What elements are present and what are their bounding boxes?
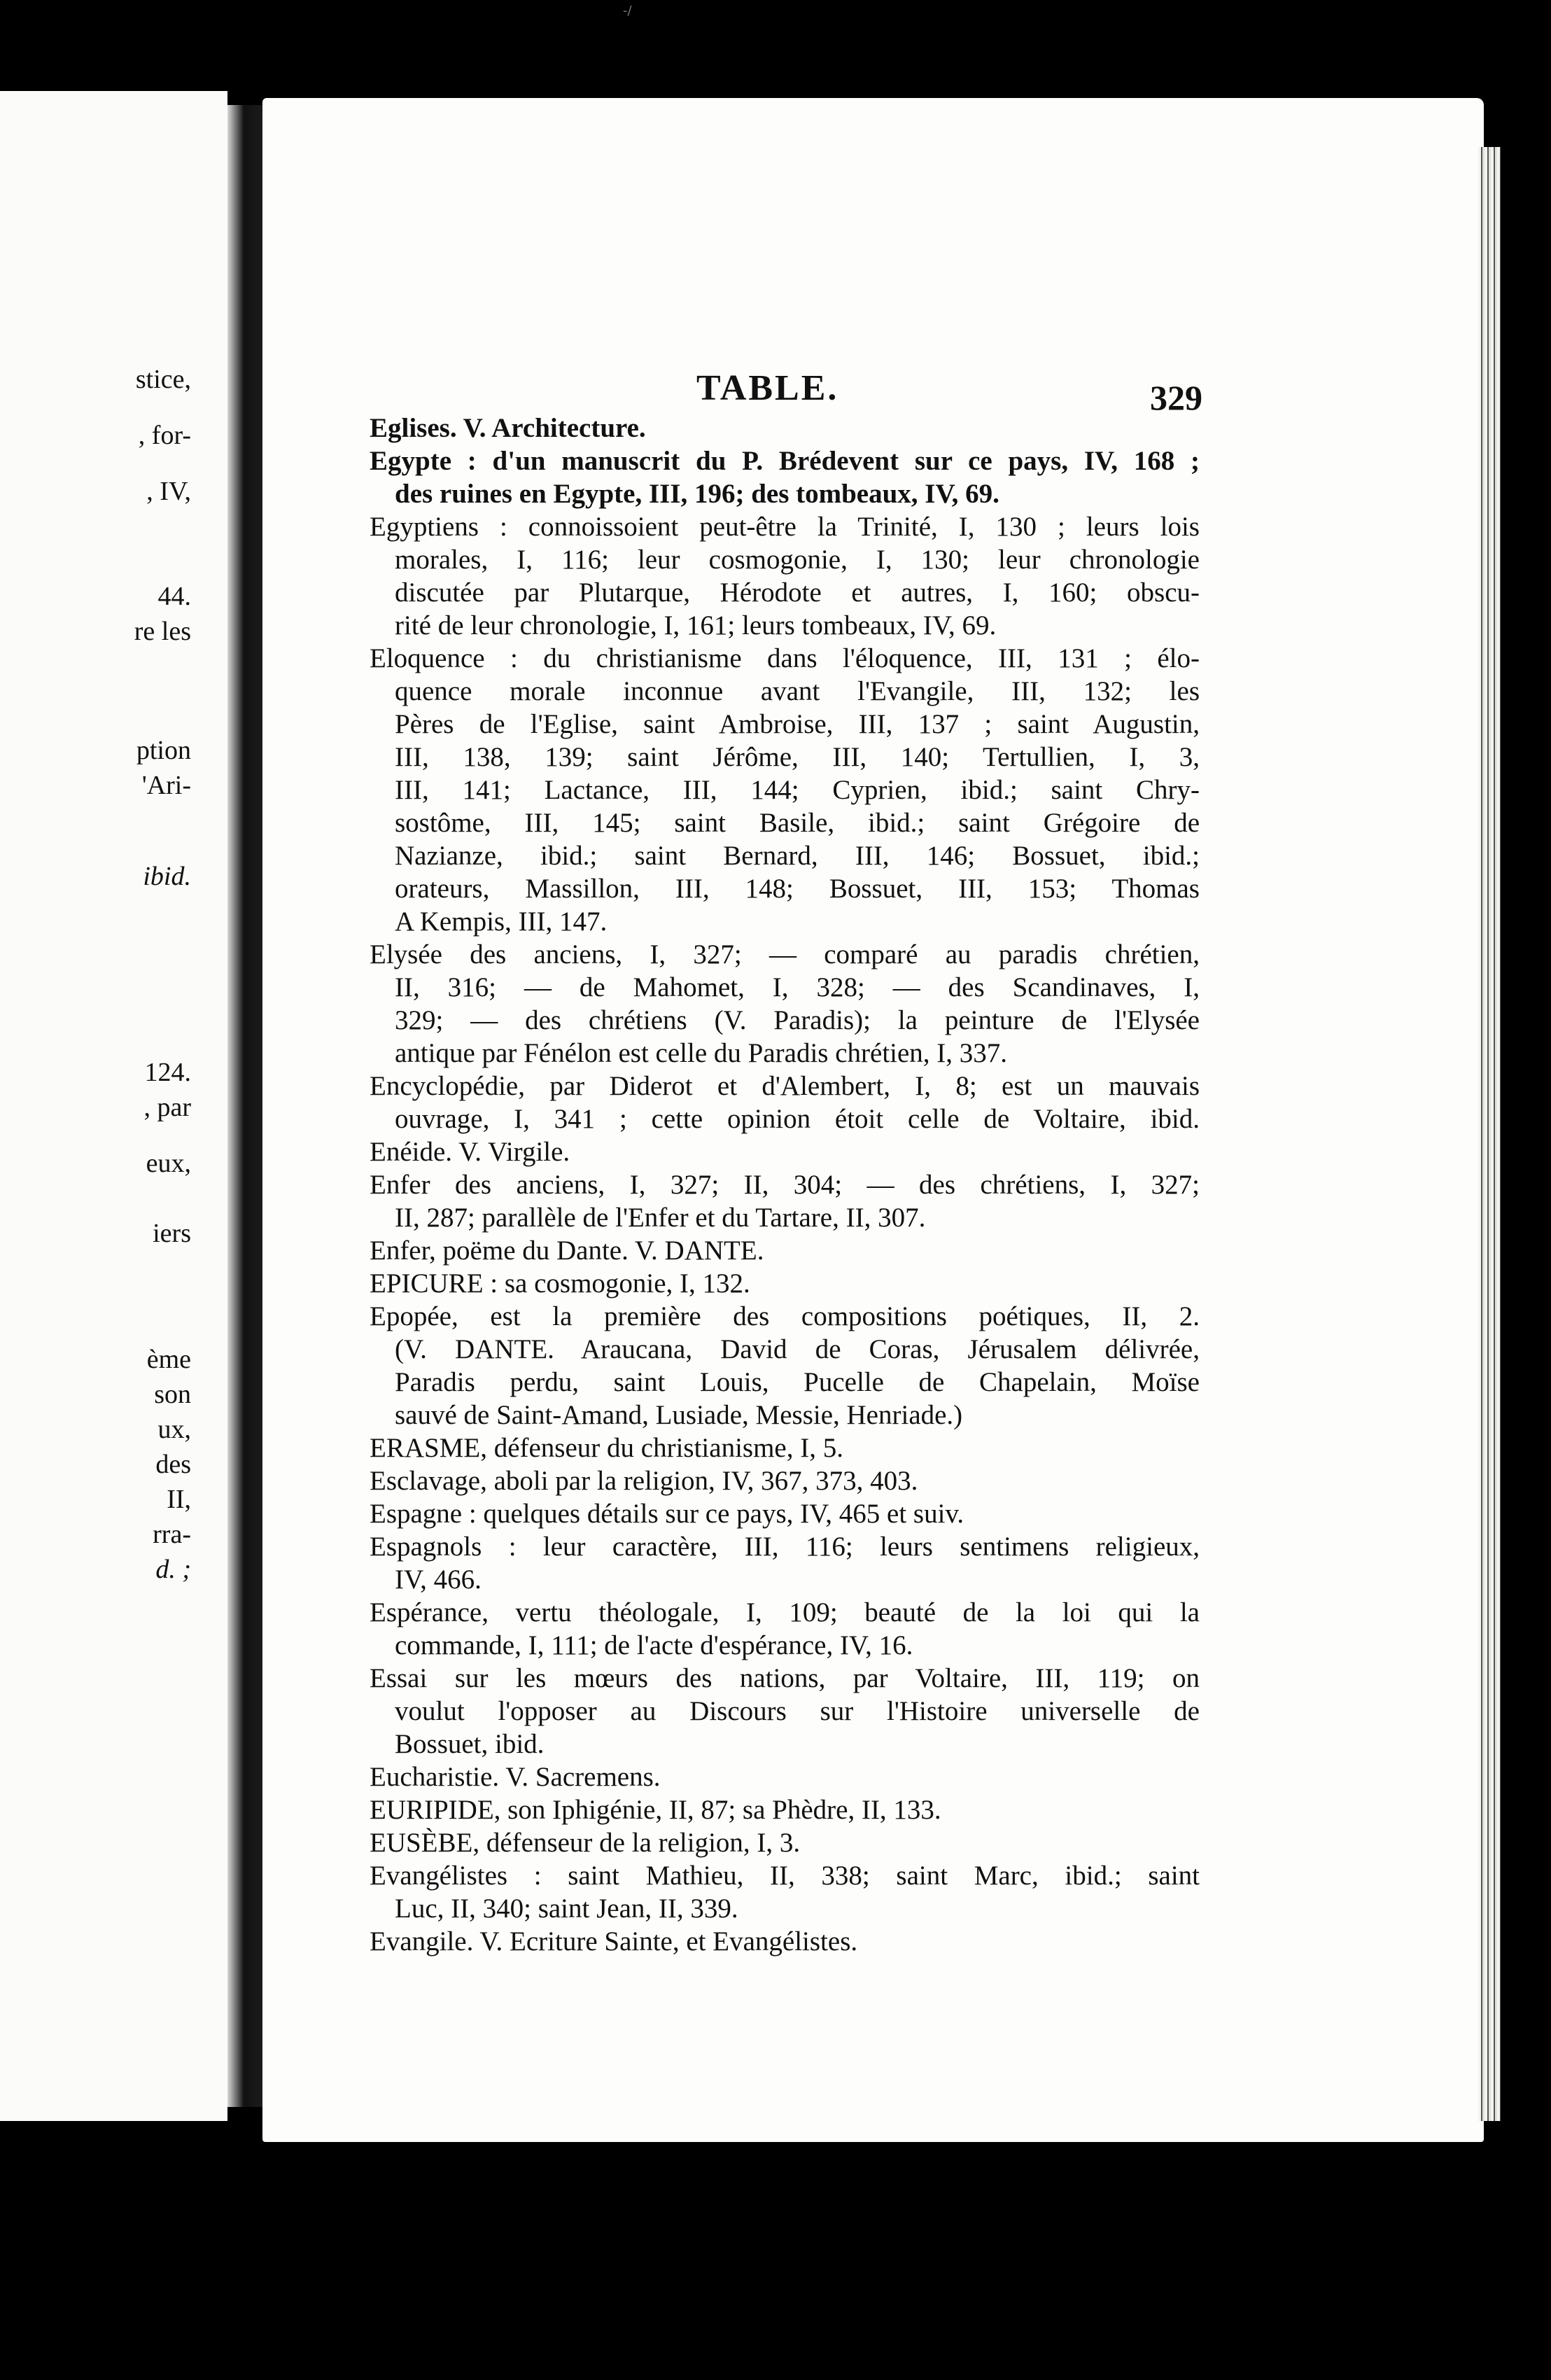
left-page-edge <box>0 91 227 2121</box>
left-page-fragment: iers <box>153 1219 191 1248</box>
index-entry: Eucharistie. V. Sacremens. <box>370 1762 661 1792</box>
index-entry-continuation: Bossuet, ibid. <box>395 1729 545 1759</box>
left-page-fragment: re les <box>134 617 191 646</box>
index-entry-continuation: A Kempis, III, 147. <box>395 906 608 937</box>
index-entry: Encyclopédie, par Diderot et d'Alembert, I, 8; est un mauvais <box>370 1071 1200 1101</box>
index-entry-continuation: ouvrage, I, 341 ; cette opinion étoit celle de Voltaire, ibid. <box>395 1104 1200 1134</box>
index-entry-continuation: Paradis perdu, saint Louis, Pucelle de Chapelain, Moïse <box>395 1367 1200 1397</box>
scan-mark: -/ <box>623 4 632 18</box>
left-page-fragment: 124. <box>144 1058 191 1087</box>
left-page-fragment: , par <box>143 1093 191 1122</box>
left-page-fragments <box>0 91 227 2121</box>
left-page-fragment: ème <box>146 1345 191 1374</box>
left-page-fragment: stice, <box>135 365 191 394</box>
index-entry: Espagnols : leur caractère, III, 116; leurs sentimens religieux, <box>370 1532 1200 1562</box>
left-page-fragment: 44. <box>157 582 191 611</box>
left-page-fragment: son <box>154 1380 191 1409</box>
index-entry: Elysée des anciens, I, 327; — comparé au paradis chrétien, <box>370 939 1200 969</box>
index-entry-continuation: IV, 466. <box>395 1564 482 1595</box>
index-entry-continuation: Nazianze, ibid.; saint Bernard, III, 146; Bossuet, ibid.; <box>395 841 1200 871</box>
index-entry: Esclavage, aboli par la religion, IV, 367, 373, 403. <box>370 1466 918 1496</box>
index-entry-continuation: commande, I, 111; de l'acte d'espérance, IV, 16. <box>395 1630 913 1660</box>
index-entry-continuation: 329; — des chrétiens (V. Paradis); la peinture de l'Elysée <box>395 1005 1200 1035</box>
index-entry-continuation: sauvé de Saint-Amand, Lusiade, Messie, Henriade.) <box>395 1400 963 1430</box>
index-body <box>370 412 1200 1958</box>
page-number: 329 <box>1150 378 1202 417</box>
index-entry-continuation: Pères de l'Eglise, saint Ambroise, III, 137 ; saint Augustin, <box>395 709 1200 739</box>
index-entry: EURIPIDE, son Iphigénie, II, 87; sa Phèdre, II, 133. <box>370 1795 941 1825</box>
page-edges <box>1478 147 1501 2121</box>
index-entry: Enéide. V. Virgile. <box>370 1137 570 1167</box>
index-entry-continuation: voulut l'opposer au Discours sur l'Histoire universelle de <box>395 1696 1200 1726</box>
left-page-fragment: , IV, <box>146 477 191 506</box>
index-entry-continuation: discutée par Plutarque, Hérodote et autres, I, 160; obscu- <box>395 578 1200 608</box>
index-entry-continuation: III, 138, 139; saint Jérôme, III, 140; Tertullien, I, 3, <box>395 742 1200 772</box>
index-entry: Espagne : quelques détails sur ce pays, IV, 465 et suiv. <box>370 1499 964 1529</box>
index-entry: EUSÈBE, défenseur de la religion, I, 3. <box>370 1828 801 1858</box>
left-page-fragment: d. ; <box>155 1555 191 1584</box>
left-page-fragment: ibid. <box>143 862 191 891</box>
index-entry-continuation: II, 316; — de Mahomet, I, 328; — des Scandinaves, I, <box>395 972 1200 1002</box>
index-entry: Enfer, poëme du Dante. V. DANTE. <box>370 1236 764 1266</box>
index-entry: Egypte : d'un manuscrit du P. Brédevent sur ce pays, IV, 168 ; <box>370 446 1200 476</box>
index-entry-continuation: des ruines en Egypte, III, 196; des tombeaux, IV, 69. <box>395 479 999 509</box>
index-entry-continuation: orateurs, Massillon, III, 148; Bossuet, III, 153; Thomas <box>395 874 1200 904</box>
index-entry-continuation: antique par Fénélon est celle du Paradis chrétien, I, 337. <box>395 1038 1008 1068</box>
index-entry: Enfer des anciens, I, 327; II, 304; — des chrétiens, I, 327; <box>370 1170 1200 1200</box>
index-entry: Egyptiens : connoissoient peut-être la Trinité, I, 130 ; leurs lois <box>370 512 1200 542</box>
left-page-fragment: 'Ari- <box>141 771 191 800</box>
left-page-fragment: , for- <box>138 421 191 450</box>
index-entry: Eloquence : du christianisme dans l'éloquence, III, 131 ; élo- <box>370 643 1200 673</box>
index-entry: ERASME, défenseur du christianisme, I, 5. <box>370 1433 843 1463</box>
index-entry-continuation: rité de leur chronologie, I, 161; leurs tombeaux, IV, 69. <box>395 610 997 640</box>
book-gutter <box>227 105 264 2107</box>
left-page-fragment: rra- <box>153 1520 191 1549</box>
index-entry: Epopée, est la première des compositions poétiques, II, 2. <box>370 1301 1200 1331</box>
index-entry: Eglises. V. Architecture. <box>370 413 646 443</box>
left-page-fragment: ption <box>136 736 191 765</box>
left-page-fragment: II, <box>167 1485 191 1514</box>
running-head <box>371 368 1202 417</box>
index-entry-continuation: III, 141; Lactance, III, 144; Cyprien, ibid.; saint Chry- <box>395 775 1200 805</box>
left-page-fragment: ux, <box>157 1415 191 1444</box>
index-entry: Espérance, vertu théologale, I, 109; beauté de la loi qui la <box>370 1597 1200 1628</box>
index-entry: Evangile. V. Ecriture Sainte, et Evangélistes. <box>370 1926 858 1956</box>
index-entry: Essai sur les mœurs des nations, par Voltaire, III, 119; on <box>370 1663 1200 1693</box>
index-entry: EPICURE : sa cosmogonie, I, 132. <box>370 1268 750 1298</box>
index-entry-continuation: morales, I, 116; leur cosmogonie, I, 130; leur chronologie <box>395 545 1200 575</box>
left-page-fragment: eux, <box>146 1149 191 1178</box>
index-entry-continuation: (V. DANTE. Araucana, David de Coras, Jérusalem délivrée, <box>395 1334 1200 1364</box>
index-entry-continuation: quence morale inconnue avant l'Evangile, III, 132; les <box>395 676 1200 706</box>
left-page-fragment: des <box>155 1450 191 1479</box>
index-entry-continuation: II, 287; parallèle de l'Enfer et du Tartare, II, 307. <box>395 1203 926 1233</box>
index-entry: Evangélistes : saint Mathieu, II, 338; saint Marc, ibid.; saint <box>370 1861 1200 1891</box>
page-title: TABLE. <box>696 368 839 408</box>
index-entry-continuation: sostôme, III, 145; saint Basile, ibid.; saint Grégoire de <box>395 808 1200 838</box>
index-entry-continuation: Luc, II, 340; saint Jean, II, 339. <box>395 1893 738 1924</box>
